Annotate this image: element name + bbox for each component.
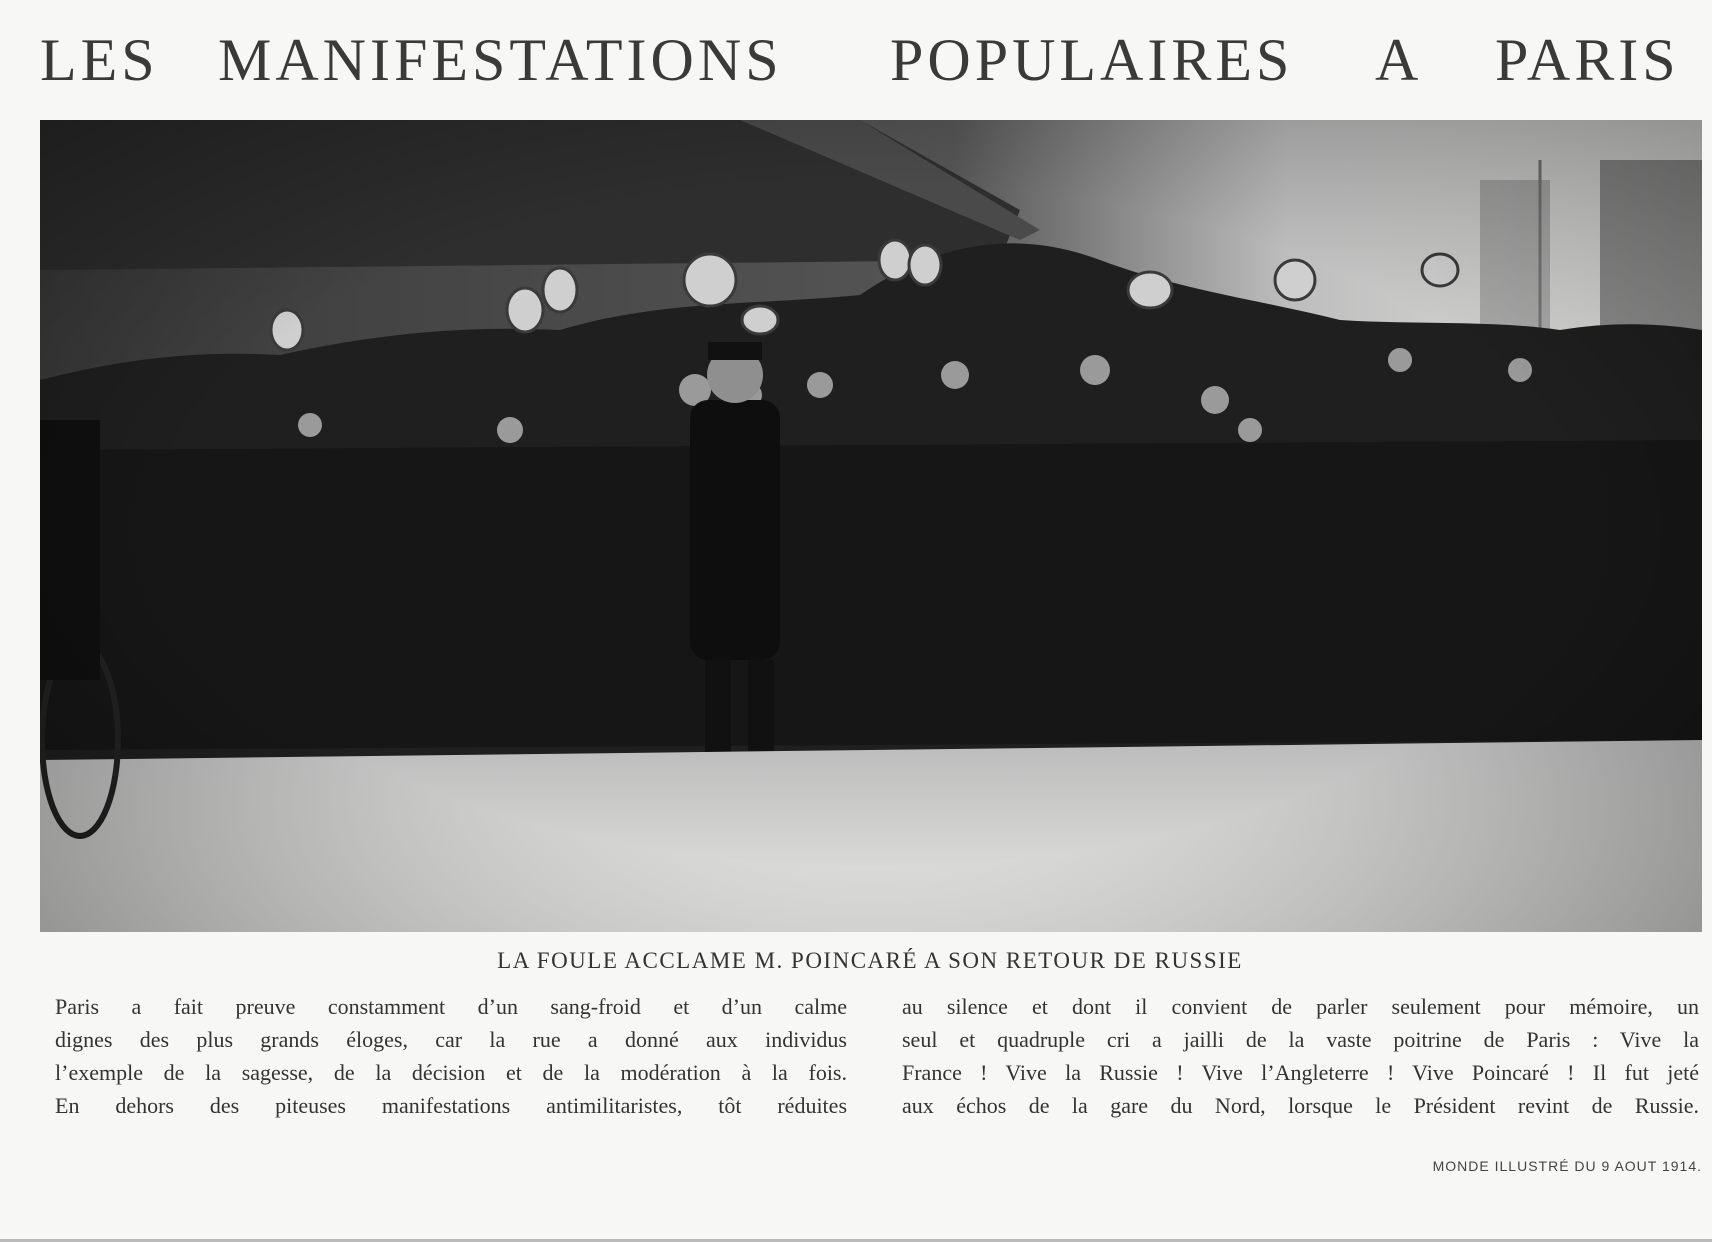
headline-word: POPULAIRES (890, 27, 1294, 93)
source-credit: MONDE ILLUSTRÉ DU 9 AOUT 1914. (1432, 1158, 1702, 1174)
crowd-photograph (40, 120, 1702, 932)
headline-word: MANIFESTATIONS (218, 27, 783, 93)
headline-word: PARIS (1495, 27, 1680, 93)
headline (40, 26, 1700, 96)
article-line: aux échos de la gare du Nord, lorsque le Président revint de Russie. (902, 1093, 1699, 1118)
headline-word: LES (40, 27, 159, 93)
article-line: Paris a fait preuve constamment d’un sang-froid et d’un calme (55, 994, 847, 1019)
article-line: au silence et dont il convient de parler seulement pour mémoire, un (902, 994, 1699, 1019)
article-right-column (902, 990, 1699, 1122)
photo-caption: LA FOULE ACCLAME M. POINCARÉ A SON RETOUR DE RUSSIE (497, 948, 1243, 973)
article-line: France ! Vive la Russie ! Vive l’Angleterre ! Vive Poincaré ! Il fut jeté (902, 1060, 1699, 1085)
article-line: l’exemple de la sagesse, de la décision et de la modération à la fois. (55, 1060, 847, 1085)
article-line: seul et quadruple cri a jailli de la vaste poitrine de Paris : Vive la (902, 1027, 1699, 1052)
headline-word: A (1375, 27, 1423, 93)
article-left-column (55, 990, 847, 1122)
article-line: En dehors des piteuses manifestations antimilitaristes, tôt réduites (55, 1093, 847, 1118)
article-line: dignes des plus grands éloges, car la rue a donné aux individus (55, 1027, 847, 1052)
